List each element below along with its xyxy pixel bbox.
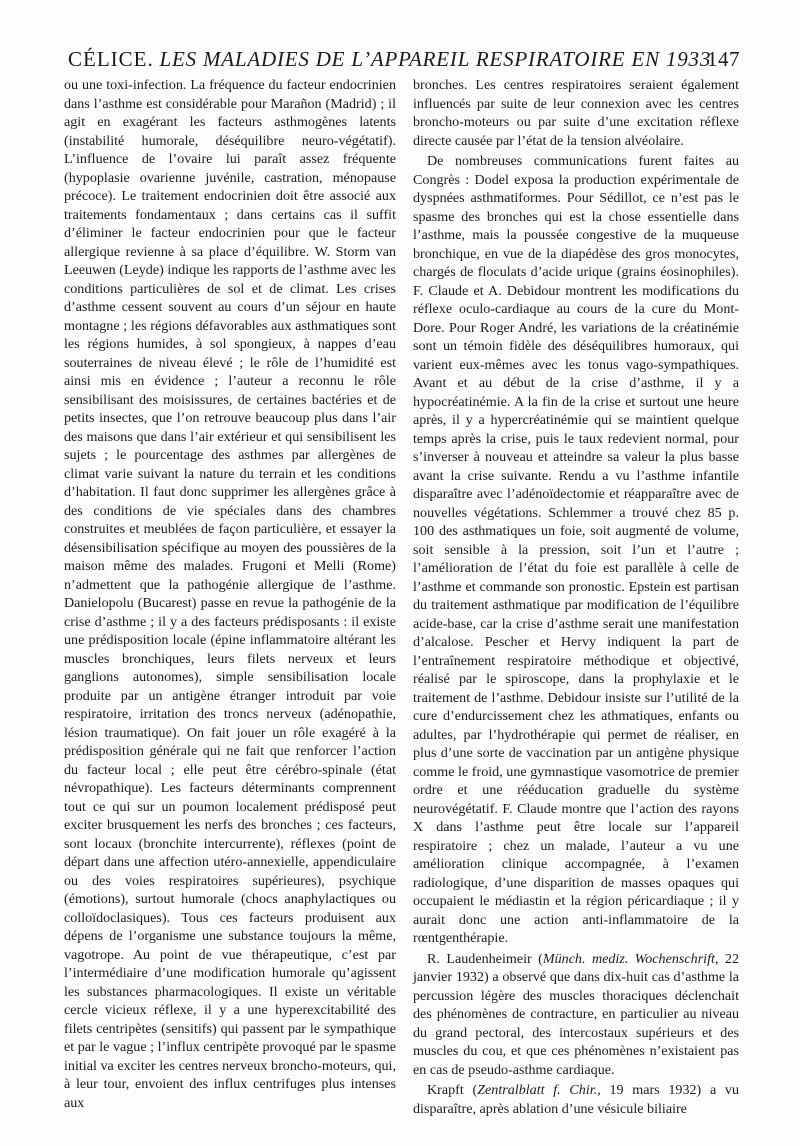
right-column xyxy=(413,76,739,1118)
left-column xyxy=(64,76,396,1112)
reference-source: Münch. mediz. Wochenschrift xyxy=(542,950,715,967)
right-paragraph-1: bronches. Les centres respiratoires seraient également influencés par suite de leur connexion avec les centres broncho-moteurs ou par suite d’une excitation réflexe directe causée par l’état de la tension alvéolaire. xyxy=(413,77,739,149)
left-paragraph-1: ou une toxi-infection. La fréquence du facteur endocrinien dans l’asthme est considérable pour Marañon (Madrid) ; il agit en exagérant les facteurs asthmogènes latents (instabilité humorale, déséquilibre neuro-végétatif). L’influence de l’ovaire lui paraît assez fréquente (hypoplasie ovarienne juvénile, castration, ménopause précoce). Le traitement endocrinien doit être associé aux traitements fondamentaux ; dans certains cas il suffit d’éliminer le facteur endocrinien pour que le facteur allergique revienne à sa place d’équilibre. W. Storm van Leeuwen (Leyde) indique les rapports de l’asthme avec les conditions particulières de sol et de climat. Les crises d’asthme cessent souvent au cours d’un séjour en haute montagne ; les régions défavorables aux asthmatiques sont les régions humides, à sol spongieux, à nappes d’eau souterraines de niveau élevé ; le rôle de l’humidité est ainsi mis en évidence ; l’auteur a reconnu le rôle sensibilisant des moisissures, de certaines bactéries et de petits insectes, que l’on retrouve beaucoup plus dans l’air des maisons que dans l’air extérieur et qui sensibilisent les sujets ; le pourcentage des asthmes par allergènes de climat varie suivant la nature du terrain et les conditions d’habitation. Il faut donc supprimer les allergènes grâce à des conditions de vie spéciales dans des chambres construites et meublées de façon particulière, et essayer la désensibilisation spécifique au moyen des poussières de la maison même des malades. Frugoni et Melli (Rome) n’admettent que la pathogénie allergique de l’asthme. Danielopolu (Bucarest) passe en revue la pathogénie de la crise d’asthme ; il y a des facteurs prédisposants : il existe une prédisposition locale (épine inflammatoire altérant les muscles bronchiques, leurs filets nerveux et leurs ganglions autonomes), simple sensibilisation locale produite par un antigène étranger introduit par voie respiratoire, irritation des troncs nerveux (adénopathie, lésion traumatique). On fait jouer un rôle exagéré à la prédisposition générale qui ne fait que renforcer l’action du facteur local ; elle peut être cérébro-spinale (état névropathique). Les facteurs déterminants comprennent tout ce qui sur un poumon localement prédisposé peut exciter brusquement les nerfs des bronches ; ces facteurs, sont locaux (bronchite intercurrente), réflexes (point de départ dans une affection utéro-annexielle, appendiculaire ou des voies respiratoires supérieures), psychique (émotions), surtout humorale (chocs anaphylactiques ou colloïdoclasiques). Tous ces facteurs produisent aux dépens de l’organisme une substance toujours la même, vagotrope. Au point de vue thérapeutique, c’est par l’intermédiaire d’une modification humorale qu’agissent les substances pharmacologiques. Il existe un véritable cercle vicieux réflexe, il y a une hyperexcitabilité des filets centripètes (sensitifs) qui passent par le sympathique et par le vague ; l’influx centripète provoqué par le spasme initial va exciter les centres nerveux broncho-moteurs, qui, à leur tour, envoient des influx centrifuges plus intenses aux xyxy=(64,77,396,1111)
reference-author: R. Laudenheimeir xyxy=(427,950,532,967)
reference-source: Zentralblatt f. Chir. xyxy=(477,1082,598,1098)
page-number: 147 xyxy=(707,47,740,71)
reference-author: Krapft xyxy=(427,1082,464,1098)
running-head xyxy=(68,44,744,74)
reference-text: , 22 janvier 1932) a observé que dans dix-huit cas d’asthme la percussion légère des muscles thoraciques déclenchait des phénomènes de contracture, en particulier au niveau du grand pectoral, des intercostaux supérieurs et des muscles du cou, et que ces phénomènes n’existaient pas en cas de pseudo-asthme cardiaque. xyxy=(413,950,740,1078)
reference-text: , 19 mars 1932) a vu disparaître, après ablation d’une vésicule biliaire xyxy=(413,1082,739,1117)
header-author: CÉLICE. xyxy=(68,47,154,71)
header-title: LES MALADIES DE L’APPAREIL RESPIRATOIRE EN 1933 xyxy=(159,47,712,71)
right-paragraph-2: De nombreuses communications furent faites au Congrès : Dodel exposa la production expérimentale de dyspnées asthmatiformes. Pour Sédillot, ce n’est pas le spasme des bronches qui est la chose essentielle dans l’asthme, mais la poussée congestive de la muqueuse bronchique, en vue de la diapédèse des gros monocytes, chargés de floculats d’acide urique (grains éosinophiles). F. Claude et A. Debidour montrent les modifications du réflexe oculo-cardiaque au cours de la cure du Mont-Dore. Pour Roger André, les variations de la créatinémie sont un témoin fidèle des déséquilibres humoraux, qui varient eux-mêmes avec les tonus vago-sympathiques. Avant et au début de la crise d’asthme, il y a hypocréatinémie. A la fin de la crise et surtout une heure après, il y a hypercréatinémie qui se maintient quelque temps après la crise, puis le taux redevient normal, pour s’inverser à nouveau et atteindre sa valeur la plus basse avant la crise suivante. Rendu a vu l’asthme infantile disparaître avec l’adénoïdectomie et réapparaître avec de nouvelles végétations. Schlemmer a trouvé chez 85 p. 100 des asthmatiques un foie, soit augmenté de volume, soit sensible à la pression, soit l’un et l’autre ; l’amélioration de l’état du foie est parallèle à celle de l’asthme et commande son pronostic. Epstein est partisan du traitement asthmatique par modification de l’équilibre acide-base, car la crise d’asthme serait une manifestation d’alcalose. Pescher et Hervy indiquent la part de l’entraînement respiratoire méthodique et objectivé, réalisé par le spiroscope, dans la prophylaxie et le traitement de l’asthme. Debidour insiste sur l’utilité de la cure d’endurcissement chez les athmatiques, enfants ou adultes, par l’hydrothérapie qui permet de réaliser, en plus d’une sorte de vaccination par un antigène physique comme le froid, une gymnastique vasomotrice de premier ordre et une rééducation graduelle du système neurovégétatif. F. Claude montre que l’action des rayons X dans l’asthme peut être locale sur l’appareil respiratoire ; chez un malade, l’auteur a vu une amélioration clinique accompagnée, à l’examen radiologique, d’une disparition de masses opaques qui occupaient le médiastin et la région péricardiaque ; il y aurait donc une action anti-inflammatoire de la rœntgenthérapie. xyxy=(413,153,739,946)
right-paragraph-4: Krapft (Zentralblatt f. Chir., 19 mars 1932) a vu disparaître, après ablation d’une vésicule biliaire xyxy=(413,1082,739,1117)
right-paragraph-3: R. Laudenheimeir (Münch. mediz. Wochenschrift, 22 janvier 1932) a observé que dans dix-huit cas d’asthme la percussion légère des muscles thoraciques déclenchait des phénomènes de contracture, en particulier au niveau du grand pectoral, des intercostaux supérieurs et des muscles du cou, et que ces phénomènes n’existaient pas en cas de pseudo-asthme cardiaque. xyxy=(413,950,740,1078)
